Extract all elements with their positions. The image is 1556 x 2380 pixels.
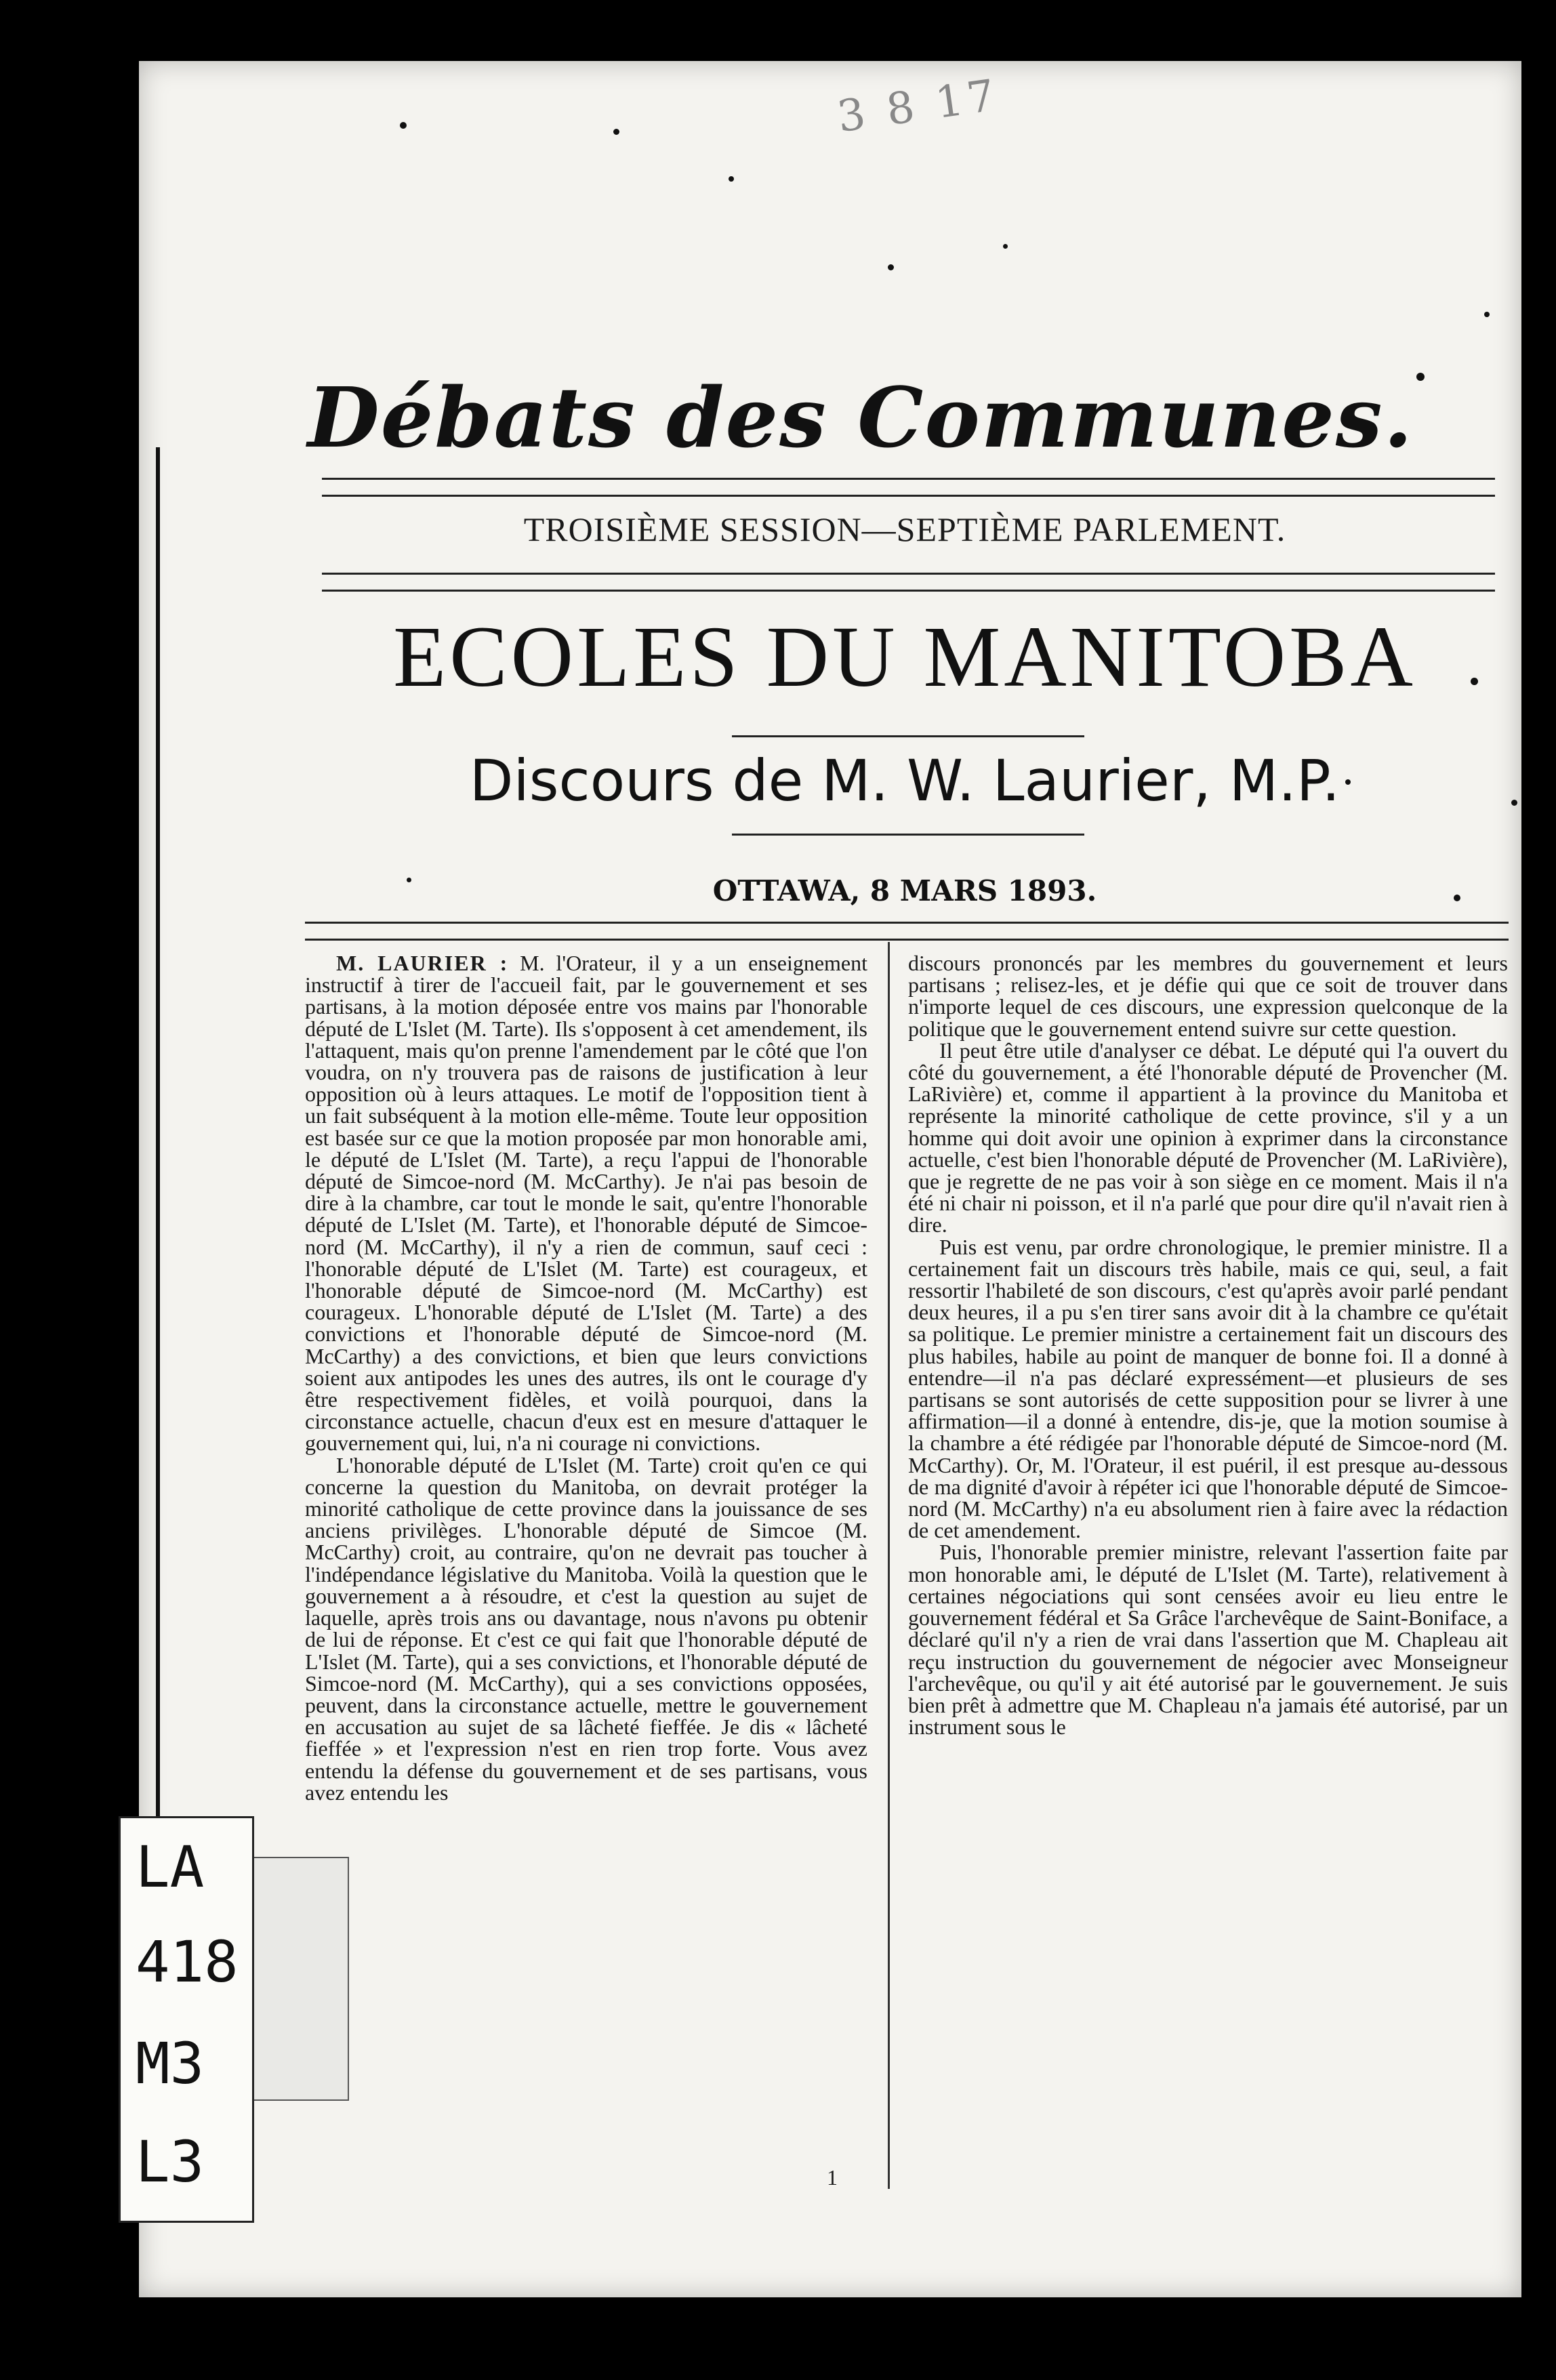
dateline: OTTAWA, 8 MARS 1893. [712,874,1097,907]
paragraph-text: Puis, l'honorable premier ministre, relevant l'assertion faite par mon honorable ami, le député de L'Islet (M. Tarte), relativement à certaines négociations qui sont censées avoir eu lieu entre le gouvernement fédéral et Sa Grâce l'archevêque de Saint-Boniface, a déclaré qu'il n'y a rien de vrai dans l'assertion que M. Chapleau ait reçu instruction du gouvernement de négocier avec Monseigneur l'archevêque, ou qu'il y ait été autorisé par le gouvernement. Je suis bien prêt à admettre que M. Chapleau n'a jamais été autorisé, par un instrument sous le [908,1540,1508,1740]
call-number-line: 418 [136,1929,239,1995]
call-number-line: L3 [136,2129,205,2195]
text-column-left [305,952,867,2186]
call-number-line: LA [136,1834,205,1900]
rule [305,922,1509,924]
subtitle: Discours de M. W. Laurier, M.P. [469,747,1340,814]
label-tab [247,1857,349,2101]
speaker-name: M. LAURIER : [336,952,509,975]
paragraph-text: M. l'Orateur, il y a un enseignement instructif à tirer de l'accueil fait, par le gouvernement et ses partisans, à la motion déposée entre vos mains par l'honorable député de L'Islet (M. Tarte). Ils s'opposent à cet amendement, ils l'attaquent, mais qu'on prenne l'amendement par le côté que l'on voudra, on n'y trouvera pas de raisons de justification à leur opposition où à leurs attaques. Le motif de l'opposition tient à un fait subséquent à la motion elle-même. Toute leur opposition est basée sur ce que la motion proposée par mon honorable ami, le député de L'Islet (M. Tarte), a reçu l'appui de l'honorable député de Simcoe-nord (M. McCarthy). Je n'ai pas besoin de dire à la chambre, car tout le monde le sait, qu'entre l'honorable député de L'Islet (M. Tarte), et l'honorable député de Simcoe-nord (M. McCarthy), il n'y a rien de commun, sauf ceci : l'honorable député de L'Islet (M. Tarte) est courageux, et l'honorable député de Simcoe-nord (M. McCarthy) est courageux. L'honorable député de L'Islet (M. Tarte) a des convictions et l'honorable député de Simcoe-nord (M. McCarthy) a des convictions, et bien que leurs convictions soient aux antipodes les unes des autres, ils ont le courage d'y être respectivement fidèles, et voilà pourquoi, dans la circonstance actuelle, chacun d'eux est en mesure d'attaquer le gouvernement qui, lui, n'a ni courage ni convictions. [305,952,867,1456]
scan-speck [1511,800,1517,806]
paragraph [908,952,1508,1040]
paragraph [908,1040,1508,1236]
rule [322,590,1495,592]
paragraph [305,1454,867,1803]
rule [322,495,1495,497]
page-title: ECOLES DU MANITOBA [393,609,1416,705]
masthead: Débats des Communes. [307,369,1414,466]
paragraph-text: L'honorable député de L'Islet (M. Tarte) croit qu'en ce qui concerne la question du Manitoba, on devrait protéger la minorité catholique de cette province dans la jouissance de ses anciens privilèges. L'honorable député de Simcoe (M. McCarthy) croit, au contraire, qu'on ne devrait pas toucher à l'indépendance législative du Manitoba. Voilà la question que le gouvernement a à résoudre, et c'est la question au sujet de laquelle, après trois ans ou davantage, nous n'avons pu obtenir de lui de réponse. Et c'est ce qui fait que l'honorable député de L'Islet (M. Tarte), qui a ses convictions, et l'honorable député de Simcoe-nord (M. McCarthy), qui a ses convictions opposées, peuvent, dans la circonstance actuelle, mettre le gouvernement en accusation au sujet de sa lâcheté fieffée. Je dis « lâcheté fieffée » et l'expression n'est en rien trop forte. Vous avez entendu la défense du gouvernement et de ses partisans, vous avez entendu les [305,1452,867,1805]
rule [322,478,1495,480]
scan-speck [1484,312,1490,317]
short-rule [732,735,1084,737]
text-column-right [908,952,1508,2186]
scan-speck [729,176,734,182]
paragraph [305,952,867,1454]
scan-speck [613,129,619,135]
rule [305,939,1509,941]
short-rule [732,834,1084,836]
rule [322,573,1495,575]
paragraph-text: discours prononcés par les membres du gouvernement et leurs partisans ; relisez-les, et je défie qui que ce soit de trouver dans n'importe lequel de ces discours, une expression quelconque de la politique que le gouvernement entend suivre sur cette question. [908,952,1508,1041]
paragraph-text: Puis est venu, par ordre chronologique, le premier ministre. Il a certainement fait un discours très habile, mais ce qui, seul, a fait ressortir l'habileté de son discours, c'est qu'après avoir parlé pendant deux heures, il a pu s'en tirer sans avoir dit à la chambre ce qu'était sa politique. Le premier ministre a certainement fait un discours des plus habiles, habile au point de manquer de bonne foi. Il a donné à entendre—il n'a pas déclaré expressément—et plusieurs de ses partisans se sont autorisés de cette supposition pour se livrer à une affirmation—il a donné à entendre, dis-je, que la motion soumise à la chambre a été rédigée par l'honorable député de Simcoe-nord (M. McCarthy). Or, M. l'Orateur, il est puéril, il est presque au-dessous de ma dignité d'avoir à répéter ici que l'honorable député de Simcoe-nord (M. McCarthy) n'a eu absolument rien à faire avec la rédaction de cet amendement. [908,1234,1508,1543]
paragraph [908,1541,1508,1738]
scan-speck [400,122,407,129]
library-call-number-label [119,1816,254,2223]
paragraph-text: Il peut être utile d'analyser ce débat. Le député qui l'a ouvert du côté du gouvernement, a été l'honorable député de Provencher (M. LaRivière) et, comme il appartient à la province du Manitoba et représente la minorité catholique de cette province, s'il y a un homme qui doit avoir une opinion à exprimer dans la circonstance actuelle, c'est bien l'honorable député de Provencher (M. LaRivière), que je regrette de ne pas voir à son siège en ce moment. Mais il n'a été ni chair ni poisson, et il n'a parlé que pour dire qu'il n'avait rien à dire. [908,1038,1508,1237]
column-divider [888,942,890,2189]
call-number-line: M3 [136,2030,205,2097]
scan-speck [888,264,894,270]
paragraph [908,1236,1508,1542]
page-number: 1 [827,2165,838,2190]
handwritten-note: 3 8 17 [834,70,1002,143]
session-line: TROISIÈME SESSION—SEPTIÈME PARLEMENT. [523,510,1286,548]
binding-edge [156,447,160,2006]
scan-speck [1003,244,1008,249]
